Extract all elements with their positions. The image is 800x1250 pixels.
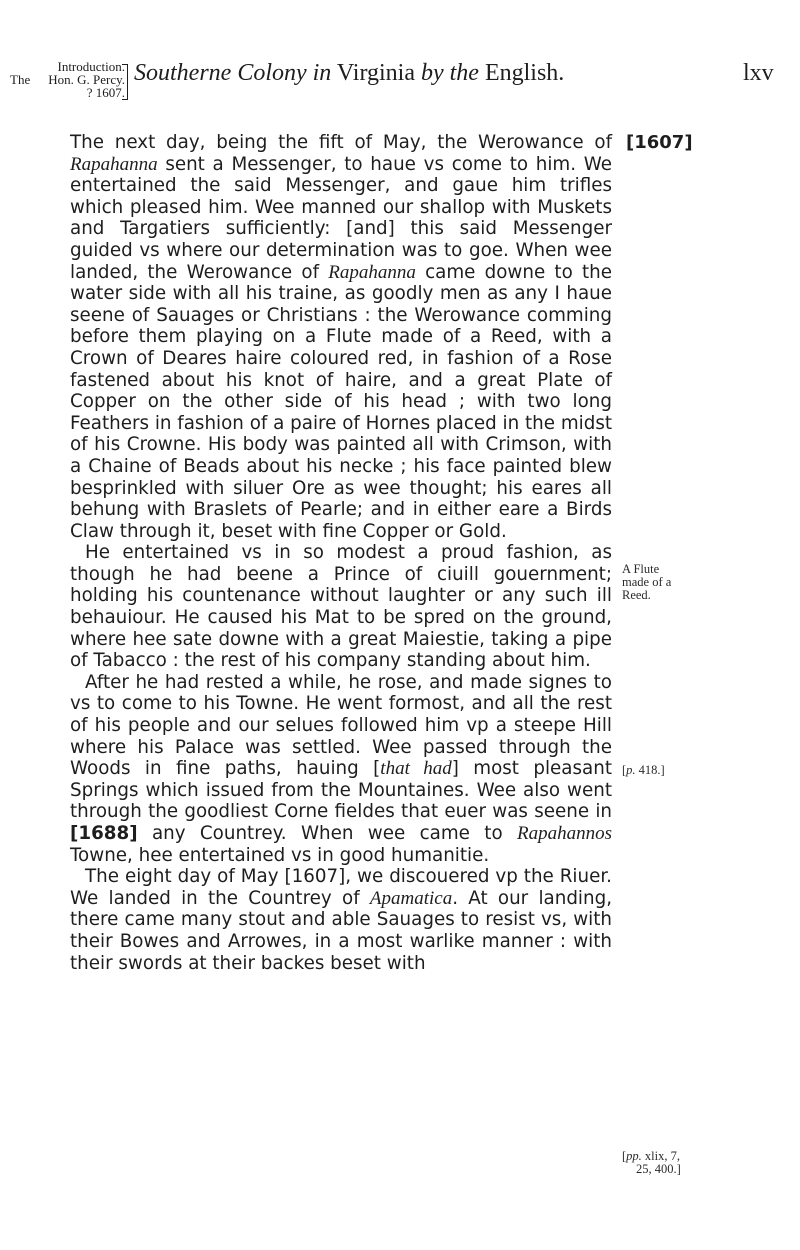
sidenote-pages-line2: 25, 400.] [636,1162,681,1176]
bracket-line-introduction: Introduction. [57,59,125,74]
running-header [0,58,800,118]
sidenote-flute-line1: A Flute [622,562,660,576]
p4-text-a: The eight day of May [1607], we discouered vp the Riuer. We landed in the Countrey of [70,866,612,909]
running-title [134,58,564,88]
title-italic-1: Southerne Colony in [134,60,332,86]
bracket-line-date: ? 1607. [86,85,125,100]
sidenote-page-number: 418.] [635,763,665,777]
bracket-line-author: Hon. G. Percy. [48,72,125,87]
title-roman-1: Virginia [331,60,421,86]
p3-italic-insert: that had [380,758,452,780]
p3-place-rapahannos: Rapahannos [517,823,612,844]
header-bracket-note [10,60,125,99]
year-margin-mark: [1607] [626,132,693,153]
p3-text-b: ] most pleasant Springs which issued from the Mountaines. Wee also went through the goodliest Corne fieldes that euer was seene in [70,758,612,823]
bracket-divider [122,64,128,100]
paragraph-4 [70,866,612,974]
paragraph-1 [70,132,612,542]
paragraph-2: He entertained vs in so modest a proud fashion, as though he had beene a Prince of ciuill gouernment; holding his countenance without laughter or any such ill behauiour. He caused his Mat to be spred on the ground, where hee sate downe with a great Maiestie, taking a pipe of Tabacco : the rest of his company standing about him. [70,542,612,672]
p3-text-a: After he had rested a while, he rose, and made signes to vs to come to his Towne. He went formost, and all the rest of his people and our selues followed him vp a steepe Hill where his Palace was settled. Wee passed through the Woods in fine paths, hauing [ [70,671,612,780]
sidenote-flute-line2: made of a [622,575,672,589]
paragraph-3 [70,672,612,866]
title-italic-2: by the [420,60,479,86]
p1-text-a: The next day, being the fift of May, the Werowance of [70,132,612,153]
p1-place-rapahanna: Rapahanna [70,153,158,175]
p1-text-b: sent a Messenger, to haue vs come to him. We entertained the said Messenger, and gaue him trifles which pleased him. Wee manned our shallop with Muskets and Targatiers sufficiently: [and] this said Messenger guided vs where our determination was to goe. When wee landed, the Werowance of [70,153,612,283]
p1-place-rapahanna-2: Rapahanna [328,261,416,283]
p3-page-marker: [1688] [70,823,138,844]
p4-place-apamatica: Apamatica [369,887,453,909]
sidenote-pages-abbr: pp. [626,1149,642,1163]
sidenote-flute-line3: Reed. [622,588,651,602]
sidenote-pages-nums: xlix, 7, [641,1149,680,1163]
title-roman-2: English. [478,60,565,86]
p3-text-d: Towne, hee entertained vs in good humanitie. [70,844,490,866]
p4-text-b: . At our landing, there came many stout and able Sauages to resist vs, with their Bowes and Arrowes, in a most warlike manner : with their swords at their backes beset with [70,887,612,974]
sidenote-pages-open: [ [622,1149,627,1163]
sidenote-page-ref [622,764,718,777]
sidenote-flute [622,563,718,602]
bracket-the: The [10,72,31,87]
sidenote-pages-ref [622,1150,718,1176]
sidenote-page-open: [ [622,763,627,777]
body-text [70,132,612,974]
p1-text-c: came downe to the water side with all his traine, as goodly men as any I haue seene of Sauages or Christians : the Werowance comming before them playing on a Flute made of a Reed, with a Crown of Deares haire coloured red, in fashion of a Rose fastened about his knot of haire, and a great Plate of Copper on the other side of his head ; with two long Feathers in fashion of a paire of Hornes placed in the midst of his Crowne. His body was painted all with Crimson, with a Chaine of Beads about his necke ; his face painted blew besprinkled with siluer Ore as wee thought; his eares all behung with Braslets of Pearle; and in either eare a Birds Claw through it, beset with fine Copper or Gold. [70,261,613,542]
p3-text-c: any Countrey. When wee came to [137,823,517,844]
sidenote-page-abbr: p. [626,763,636,777]
page-number: lxv [743,60,774,86]
